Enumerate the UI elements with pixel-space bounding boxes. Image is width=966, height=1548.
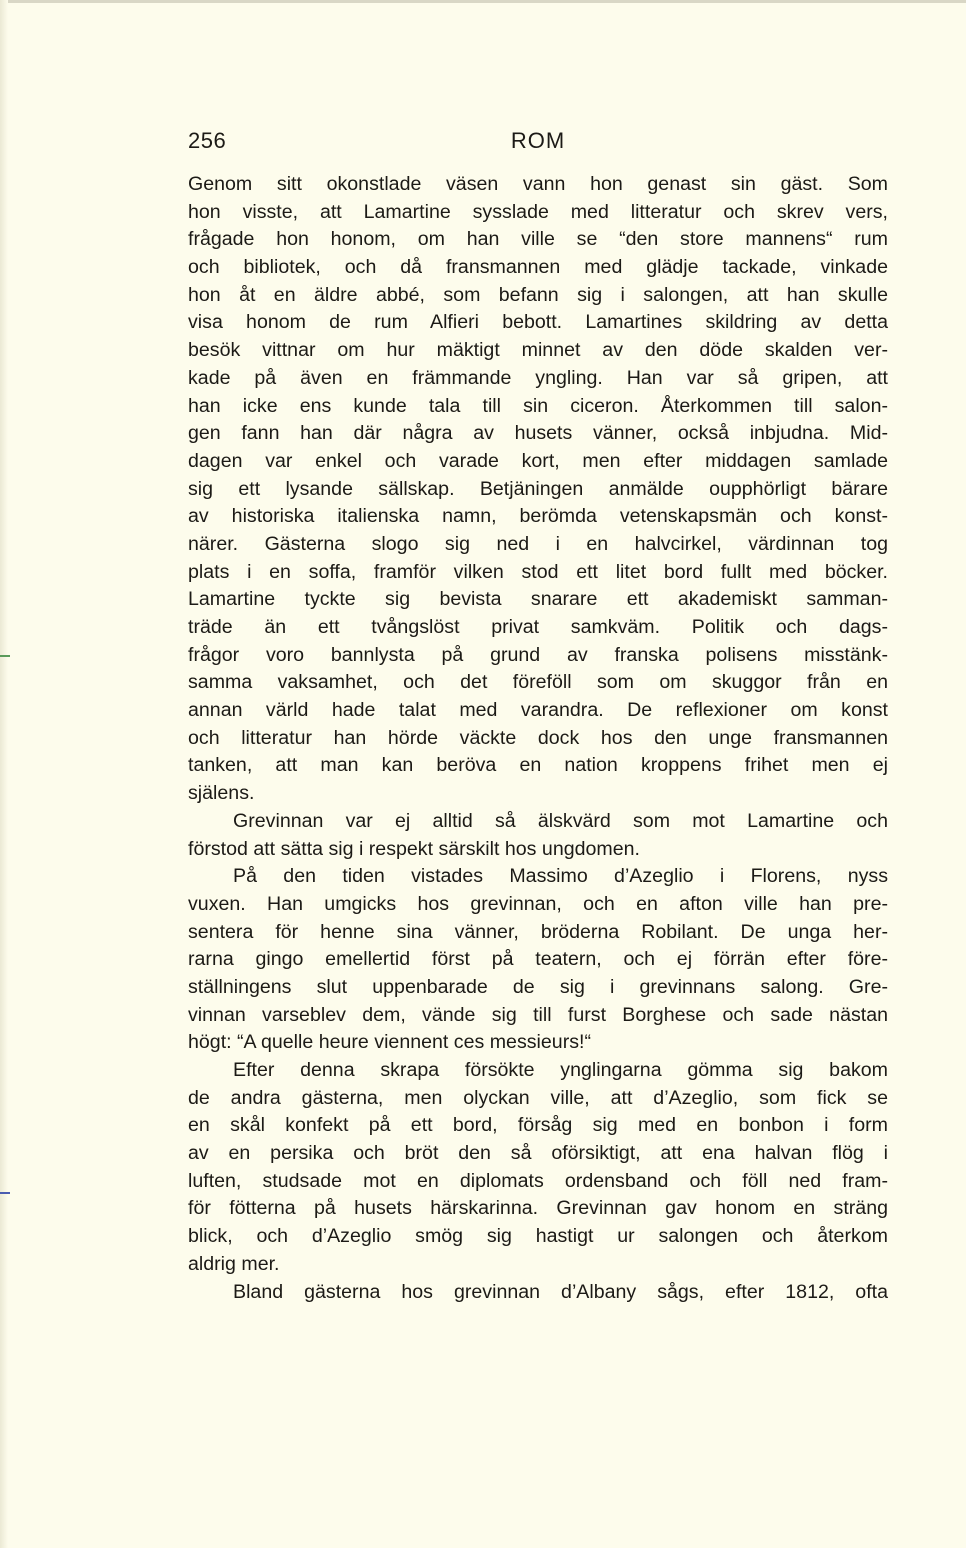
- body-text: [188, 171, 888, 1306]
- page-number: 256: [188, 128, 227, 153]
- scan-edge-top: [0, 0, 966, 3]
- text-line: frågor voro bannlysta på grund av franska polisens misstänk-: [188, 643, 888, 666]
- margin-mark-green: [0, 655, 10, 657]
- text-line: blick, och d’Azeglio smög sig hastigt ur salongen och återkom: [188, 1225, 888, 1248]
- paragraph-end-line: själens.: [188, 782, 255, 805]
- paragraph-start-line: På den tiden vistades Massimo d’Azeglio i Florens, nyss: [233, 865, 888, 888]
- running-title: ROM: [510, 128, 566, 153]
- paragraph-start-line: Grevinnan var ej alltid så älskvärd som mot Lamartine och: [233, 809, 888, 832]
- text-line: närer. Gästerna slogo sig ned i en halvcirkel, värdinnan tog: [188, 532, 888, 555]
- text-line: Lamartine tyckte sig bevista snarare ett akademiskt samman-: [188, 588, 888, 611]
- text-line: sig ett lysande sällskap. Betjäningen anmälde oupphörligt bärare: [188, 477, 888, 500]
- text-line: gen fann han där några av husets vänner, också inbjudna. Mid-: [188, 422, 888, 445]
- text-line: träde än ett tvångslöst privat samkväm. Politik och dags-: [188, 616, 888, 638]
- text-line: luften, studsade mot en diplomats ordensband och föll ned fram-: [188, 1169, 888, 1192]
- text-line: de andra gästerna, men olyckan ville, att d’Azeglio, som fick se: [188, 1086, 888, 1109]
- text-line: kade på även en främmande yngling. Han var så gripen, att: [188, 366, 888, 389]
- margin-mark-blue: [0, 1192, 10, 1194]
- paragraph-start-line: Efter denna skrapa försökte ynglingarna gömma sig bakom: [233, 1059, 888, 1081]
- paragraph-start-line: Bland gästerna hos grevinnan d’Albany sågs, efter 1812, ofta: [233, 1280, 888, 1303]
- text-line: samma vaksamhet, och det föreföll som om skuggor från en: [188, 671, 888, 694]
- text-line: och bibliotek, och då fransmannen med glädje tackade, vinkade: [188, 256, 888, 279]
- text-line: vuxen. Han umgicks hos grevinnan, och en afton ville han pre-: [188, 892, 888, 915]
- text-line: plats i en soffa, framför vilken stod ett litet bord fullt med böcker.: [188, 560, 888, 583]
- page-header: [188, 128, 888, 158]
- paragraph-end-line: förstod att sätta sig i respekt särskilt hos ungdomen.: [188, 837, 640, 860]
- scan-edge-left: [0, 0, 8, 1548]
- paragraph-end-line: aldrig mer.: [188, 1252, 280, 1275]
- paragraph-end-line: högt: “A quelle heure viennent ces messieurs!“: [188, 1031, 591, 1054]
- text-line: dagen var enkel och varade kort, men efter middagen samlade: [188, 449, 888, 472]
- text-line: ställningens slut uppenbarade de sig i grevinnans salong. Gre-: [188, 975, 888, 998]
- text-line: och litteratur han hörde väckte dock hos den unge fransmannen: [188, 726, 888, 749]
- text-line: besök vittnar om hur mäktigt minnet av den döde skalden ver-: [188, 339, 888, 362]
- text-line: av en persika och bröt den så oförsiktigt, att ena halvan flög i: [188, 1142, 888, 1165]
- text-line: rarna gingo emellertid först på teatern, och ej förrän efter före-: [188, 948, 888, 971]
- text-line: sentera för henne sina vänner, bröderna Robilant. De unga her-: [188, 920, 888, 943]
- text-line: för fötterna på husets härskarinna. Grevinnan gav honom en sträng: [188, 1197, 888, 1220]
- text-line: visa honom de rum Alfieri bebott. Lamartines skildring av detta: [188, 311, 888, 334]
- text-line: Genom sitt okonstlade väsen vann hon genast sin gäst. Som: [188, 173, 888, 195]
- text-line: hon åt en äldre abbé, som befann sig i salongen, att han skulle: [188, 283, 888, 306]
- text-line: frågade hon honom, om han ville se “den store mannens“ rum: [188, 228, 888, 251]
- text-line: vinnan varseblev dem, vände sig till furst Borghese och sade nästan: [188, 1003, 888, 1026]
- text-line: en skål konfekt på ett bord, försåg sig med en bonbon i form: [188, 1114, 888, 1137]
- text-line: annan värld hade talat med varandra. De reflexioner om konst: [188, 699, 888, 722]
- text-line: hon visste, att Lamartine sysslade med litteratur och skrev vers,: [188, 200, 888, 223]
- text-line: av historiska italienska namn, berömda vetenskapsmän och konst-: [188, 505, 888, 528]
- text-line: tanken, att man kan beröva en nation kroppens frihet men ej: [188, 754, 888, 777]
- text-line: han icke ens kunde tala till sin ciceron. Återkommen till salon-: [188, 394, 888, 417]
